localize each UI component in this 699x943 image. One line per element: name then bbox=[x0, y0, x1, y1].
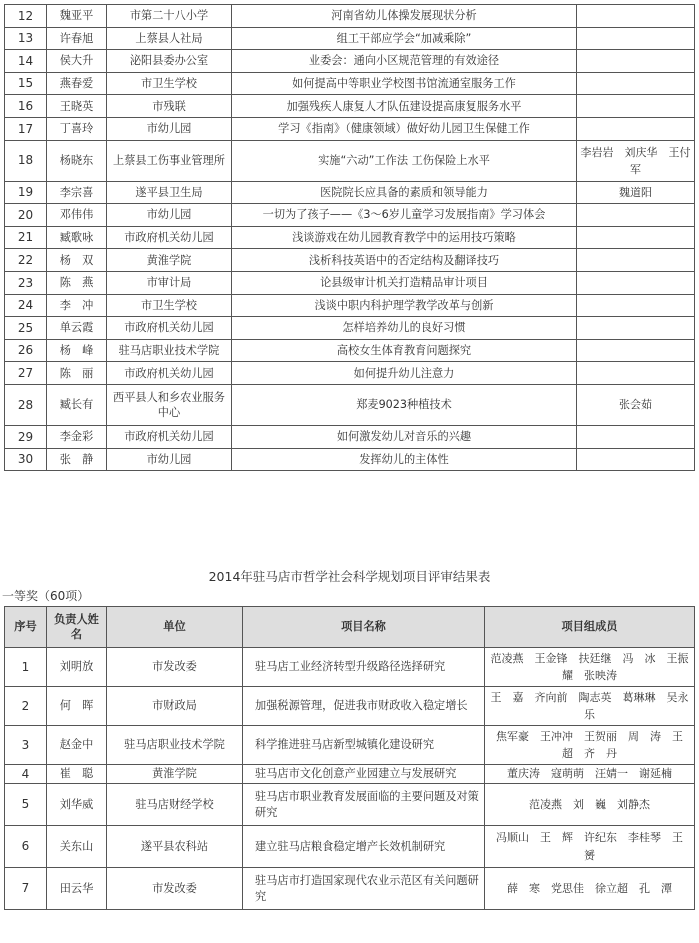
team-members bbox=[577, 72, 695, 95]
leader-name: 魏亚平 bbox=[47, 5, 107, 28]
team-members bbox=[577, 362, 695, 385]
table-row bbox=[5, 72, 695, 95]
unit-name: 遂平县农科站 bbox=[107, 826, 243, 868]
team-members bbox=[577, 339, 695, 362]
team-members: 焦军豪 王冲冲 王贺丽 周 涛 王 超 齐 丹 bbox=[485, 726, 695, 765]
leader-name: 张 静 bbox=[47, 448, 107, 471]
project-title: 浅析科技英语中的否定结构及翻译技巧 bbox=[232, 249, 577, 272]
project-title: 河南省幼儿体操发展现状分析 bbox=[232, 5, 577, 28]
team-members: 李岩岩 刘庆华 王付军 bbox=[577, 140, 695, 181]
header-project: 项目名称 bbox=[243, 607, 485, 648]
project-title: 高校女生体育教育问题探究 bbox=[232, 339, 577, 362]
project-title: 加强残疾人康复人才队伍建设提高康复服务水平 bbox=[232, 95, 577, 118]
leader-name: 侯大升 bbox=[47, 50, 107, 73]
unit-name: 市幼儿园 bbox=[107, 448, 232, 471]
leader-name: 崔 聪 bbox=[47, 765, 107, 784]
table-row bbox=[5, 204, 695, 227]
table-row bbox=[5, 362, 695, 385]
leader-name: 杨 峰 bbox=[47, 339, 107, 362]
project-title: 如何提高中等职业学校图书馆流通室服务工作 bbox=[232, 72, 577, 95]
unit-name: 市幼儿园 bbox=[107, 117, 232, 140]
unit-name: 驻马店财经学校 bbox=[107, 784, 243, 826]
row-number: 29 bbox=[5, 425, 47, 448]
leader-name: 杨晓东 bbox=[47, 140, 107, 181]
table-row bbox=[5, 826, 695, 868]
unit-name: 黄淮学院 bbox=[107, 249, 232, 272]
team-members bbox=[577, 226, 695, 249]
team-members: 王 嘉 齐向前 陶志英 葛琳琳 吴永乐 bbox=[485, 687, 695, 726]
project-title: 建立驻马店粮食稳定增产长效机制研究 bbox=[243, 826, 485, 868]
unit-name: 市第二十八小学 bbox=[107, 5, 232, 28]
leader-name: 邓伟伟 bbox=[47, 204, 107, 227]
leader-name: 田云华 bbox=[47, 868, 107, 910]
unit-name: 遂平县卫生局 bbox=[107, 181, 232, 204]
unit-name: 市幼儿园 bbox=[107, 204, 232, 227]
team-members bbox=[577, 95, 695, 118]
unit-name: 上蔡县工伤事业管理所 bbox=[107, 140, 232, 181]
row-number: 24 bbox=[5, 294, 47, 317]
leader-name: 臧歌咏 bbox=[47, 226, 107, 249]
table-row bbox=[5, 425, 695, 448]
leader-name: 陈 燕 bbox=[47, 271, 107, 294]
unit-name: 黄淮学院 bbox=[107, 765, 243, 784]
unit-name: 市发改委 bbox=[107, 868, 243, 910]
table-row bbox=[5, 117, 695, 140]
project-title: 如何激发幼儿对音乐的兴趣 bbox=[232, 425, 577, 448]
section-title: 2014年驻马店市哲学社会科学规划项目评审结果表 bbox=[208, 569, 491, 584]
leader-name: 李金彩 bbox=[47, 425, 107, 448]
table-row bbox=[5, 784, 695, 826]
unit-name: 市残联 bbox=[107, 95, 232, 118]
row-number: 18 bbox=[5, 140, 47, 181]
row-number: 22 bbox=[5, 249, 47, 272]
team-members bbox=[577, 117, 695, 140]
team-members bbox=[577, 317, 695, 340]
table-row bbox=[5, 726, 695, 765]
header-members: 项目组成员 bbox=[485, 607, 695, 648]
leader-name: 陈 丽 bbox=[47, 362, 107, 385]
row-number: 30 bbox=[5, 448, 47, 471]
table-row bbox=[5, 27, 695, 50]
unit-name: 市政府机关幼儿园 bbox=[107, 317, 232, 340]
team-members: 范凌燕 王金锋 扶廷继 冯 冰 王振耀 张映涛 bbox=[485, 648, 695, 687]
unit-name: 市财政局 bbox=[107, 687, 243, 726]
row-number: 26 bbox=[5, 339, 47, 362]
team-members bbox=[577, 5, 695, 28]
project-title: 驻马店市文化创意产业园建立与发展研究 bbox=[243, 765, 485, 784]
leader-name: 赵金中 bbox=[47, 726, 107, 765]
team-members bbox=[577, 294, 695, 317]
project-title: 浅谈中职内科护理学教学改革与创新 bbox=[232, 294, 577, 317]
project-title: 组工干部应学会“加减乘除” bbox=[232, 27, 577, 50]
leader-name: 臧长有 bbox=[47, 384, 107, 425]
table-row bbox=[5, 95, 695, 118]
leader-name: 刘华威 bbox=[47, 784, 107, 826]
project-title: 业委会：通向小区规范管理的有效途径 bbox=[232, 50, 577, 73]
leader-name: 李 冲 bbox=[47, 294, 107, 317]
row-number: 19 bbox=[5, 181, 47, 204]
leader-name: 王晓英 bbox=[47, 95, 107, 118]
table-row bbox=[5, 294, 695, 317]
row-number: 21 bbox=[5, 226, 47, 249]
project-title: 驻马店市打造国家现代农业示范区有关问题研究 bbox=[243, 868, 485, 910]
unit-name: 市审计局 bbox=[107, 271, 232, 294]
row-number: 3 bbox=[5, 726, 47, 765]
project-title: 如何提升幼儿注意力 bbox=[232, 362, 577, 385]
project-title: 发挥幼儿的主体性 bbox=[232, 448, 577, 471]
row-number: 14 bbox=[5, 50, 47, 73]
table-row bbox=[5, 5, 695, 28]
table-row bbox=[5, 687, 695, 726]
row-number: 2 bbox=[5, 687, 47, 726]
unit-name: 驻马店职业技术学院 bbox=[107, 726, 243, 765]
project-title: 科学推进驻马店新型城镇化建设研究 bbox=[243, 726, 485, 765]
row-number: 20 bbox=[5, 204, 47, 227]
leader-name: 许春旭 bbox=[47, 27, 107, 50]
table-row bbox=[5, 339, 695, 362]
row-number: 17 bbox=[5, 117, 47, 140]
leader-name: 李宗喜 bbox=[47, 181, 107, 204]
project-title: 一切为了孩子——《3～6岁儿童学习发展指南》学习体会 bbox=[232, 204, 577, 227]
unit-name: 市卫生学校 bbox=[107, 294, 232, 317]
team-members: 董庆涛 寇萌萌 汪婧一 谢延楠 bbox=[485, 765, 695, 784]
header-no: 序号 bbox=[5, 607, 47, 648]
project-title: 论县级审计机关打造精品审计项目 bbox=[232, 271, 577, 294]
team-members: 魏道阳 bbox=[577, 181, 695, 204]
project-title: 怎样培养幼儿的良好习惯 bbox=[232, 317, 577, 340]
award-level-label: 一等奖（60项） bbox=[2, 589, 90, 603]
project-title: 驻马店工业经济转型升级路径选择研究 bbox=[243, 648, 485, 687]
table-header-row bbox=[5, 607, 695, 648]
project-title: 学习《指南》（健康领域）做好幼儿园卫生保健工作 bbox=[232, 117, 577, 140]
row-number: 4 bbox=[5, 765, 47, 784]
header-name: 负责人姓名 bbox=[47, 607, 107, 648]
team-members: 张会茹 bbox=[577, 384, 695, 425]
unit-name: 市发改委 bbox=[107, 648, 243, 687]
row-number: 1 bbox=[5, 648, 47, 687]
project-title: 郑麦9023种植技术 bbox=[232, 384, 577, 425]
unit-name: 市卫生学校 bbox=[107, 72, 232, 95]
team-members bbox=[577, 50, 695, 73]
project-title: 实施“六动”工作法 工伤保险上水平 bbox=[232, 140, 577, 181]
row-number: 6 bbox=[5, 826, 47, 868]
leader-name: 杨 双 bbox=[47, 249, 107, 272]
table-row bbox=[5, 181, 695, 204]
awards-table-continued bbox=[4, 4, 695, 471]
unit-name: 市政府机关幼儿园 bbox=[107, 425, 232, 448]
team-members bbox=[577, 204, 695, 227]
leader-name: 刘明放 bbox=[47, 648, 107, 687]
team-members bbox=[577, 448, 695, 471]
leader-name: 丁喜玲 bbox=[47, 117, 107, 140]
table-row bbox=[5, 140, 695, 181]
table-row bbox=[5, 249, 695, 272]
team-members: 薛 寒 党思佳 徐立超 孔 潭 bbox=[485, 868, 695, 910]
row-number: 15 bbox=[5, 72, 47, 95]
row-number: 27 bbox=[5, 362, 47, 385]
unit-name: 上蔡县人社局 bbox=[107, 27, 232, 50]
leader-name: 单云霞 bbox=[47, 317, 107, 340]
row-number: 12 bbox=[5, 5, 47, 28]
project-title: 加强税源管理，促进我市财政收入稳定增长 bbox=[243, 687, 485, 726]
table-row bbox=[5, 50, 695, 73]
project-title: 驻马店市职业教育发展面临的主要问题及对策研究 bbox=[243, 784, 485, 826]
row-number: 16 bbox=[5, 95, 47, 118]
project-title: 浅谈游戏在幼儿园教育教学中的运用技巧策略 bbox=[232, 226, 577, 249]
row-number: 28 bbox=[5, 384, 47, 425]
table-row bbox=[5, 648, 695, 687]
team-members bbox=[577, 249, 695, 272]
table-row bbox=[5, 271, 695, 294]
first-prize-table bbox=[4, 606, 695, 910]
project-title: 医院院长应具备的素质和领导能力 bbox=[232, 181, 577, 204]
unit-name: 西平县人和乡农业服务中心 bbox=[107, 384, 232, 425]
unit-name: 市政府机关幼儿园 bbox=[107, 226, 232, 249]
team-members: 冯顺山 王 辉 许纪东 李桂琴 王 赟 bbox=[485, 826, 695, 868]
header-unit: 单位 bbox=[107, 607, 243, 648]
team-members: 范凌燕 刘 巍 刘静杰 bbox=[485, 784, 695, 826]
row-number: 7 bbox=[5, 868, 47, 910]
unit-name: 驻马店职业技术学院 bbox=[107, 339, 232, 362]
table-row bbox=[5, 448, 695, 471]
table-row bbox=[5, 384, 695, 425]
table-row bbox=[5, 317, 695, 340]
team-members bbox=[577, 425, 695, 448]
leader-name: 燕春爱 bbox=[47, 72, 107, 95]
row-number: 23 bbox=[5, 271, 47, 294]
row-number: 13 bbox=[5, 27, 47, 50]
table-row bbox=[5, 765, 695, 784]
table-row bbox=[5, 868, 695, 910]
team-members bbox=[577, 27, 695, 50]
row-number: 5 bbox=[5, 784, 47, 826]
leader-name: 关东山 bbox=[47, 826, 107, 868]
leader-name: 何 晖 bbox=[47, 687, 107, 726]
unit-name: 市政府机关幼儿园 bbox=[107, 362, 232, 385]
team-members bbox=[577, 271, 695, 294]
table-row bbox=[5, 226, 695, 249]
unit-name: 泌阳县委办公室 bbox=[107, 50, 232, 73]
row-number: 25 bbox=[5, 317, 47, 340]
